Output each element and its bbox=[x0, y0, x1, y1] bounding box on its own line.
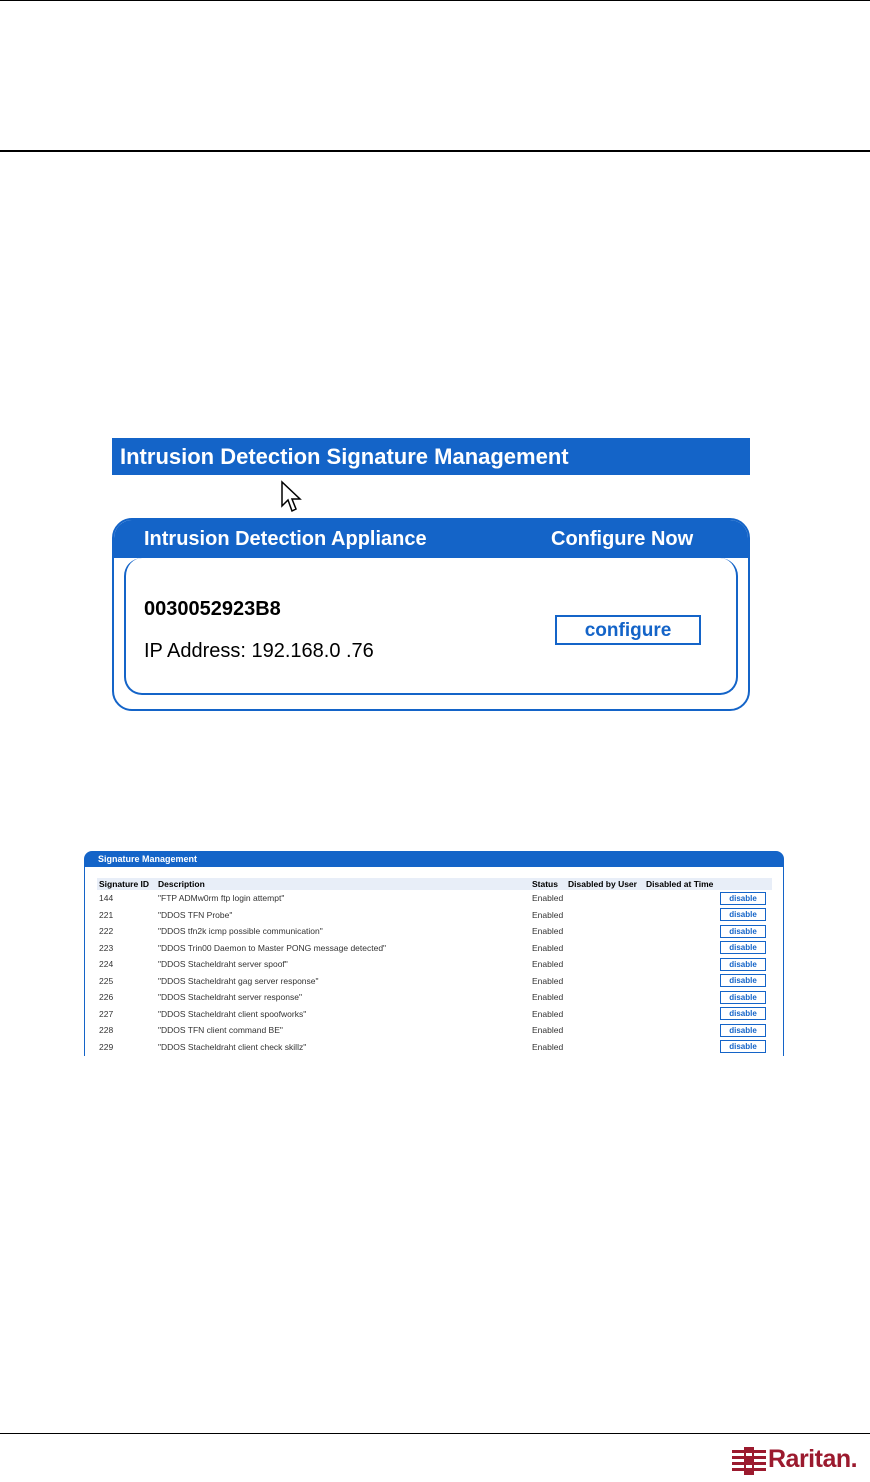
signature-id: 221 bbox=[99, 909, 114, 920]
signature-id: 223 bbox=[99, 942, 114, 953]
signature-id: 222 bbox=[99, 926, 114, 937]
disable-button[interactable]: disable bbox=[720, 925, 766, 938]
raritan-mark-icon bbox=[732, 1447, 766, 1475]
mouse-cursor-icon bbox=[280, 480, 302, 514]
signature-id: 229 bbox=[99, 1041, 114, 1052]
disable-button[interactable]: disable bbox=[720, 908, 766, 921]
disable-button[interactable]: disable bbox=[720, 974, 766, 987]
signature-status: Enabled bbox=[532, 1025, 564, 1036]
table-row bbox=[97, 956, 772, 973]
signature-status: Enabled bbox=[532, 975, 564, 986]
appliance-heading: Intrusion Detection Appliance bbox=[144, 528, 427, 550]
signature-id: 144 bbox=[99, 893, 114, 904]
table-row bbox=[97, 1022, 772, 1039]
table-row bbox=[97, 923, 772, 940]
disable-button[interactable]: disable bbox=[720, 1024, 766, 1037]
footer-rule bbox=[0, 1433, 870, 1434]
col-signature-id: Signature ID bbox=[97, 878, 156, 890]
table-row bbox=[97, 907, 772, 924]
device-id: 0030052923B8 bbox=[144, 598, 281, 620]
table-row bbox=[97, 1006, 772, 1023]
signature-description: "FTP ADMw0rm ftp login attempt" bbox=[158, 893, 285, 904]
col-disabled-by-user: Disabled by User bbox=[566, 878, 644, 890]
col-description: Description bbox=[156, 878, 530, 890]
table-header-row bbox=[97, 878, 772, 890]
signature-status: Enabled bbox=[532, 926, 564, 937]
header-rule bbox=[0, 150, 870, 152]
signature-status: Enabled bbox=[532, 992, 564, 1003]
logo-text: Raritan. bbox=[768, 1445, 858, 1473]
disable-button[interactable]: disable bbox=[720, 892, 766, 905]
disable-button[interactable]: disable bbox=[720, 1040, 766, 1053]
top-rule bbox=[0, 0, 870, 1]
panel-header bbox=[114, 520, 748, 558]
signature-status: Enabled bbox=[532, 959, 564, 970]
disable-button[interactable]: disable bbox=[720, 991, 766, 1004]
table-row bbox=[97, 940, 772, 957]
intrusion-detection-screenshot bbox=[112, 438, 752, 728]
signature-table bbox=[97, 878, 772, 1055]
signature-description: "DDOS TFN client command BE" bbox=[158, 1025, 283, 1036]
disable-button[interactable]: disable bbox=[720, 958, 766, 971]
signature-id: 224 bbox=[99, 959, 114, 970]
disable-button[interactable]: disable bbox=[720, 1007, 766, 1020]
signature-id: 228 bbox=[99, 1025, 114, 1036]
signature-status: Enabled bbox=[532, 1008, 564, 1019]
signature-status: Enabled bbox=[532, 942, 564, 953]
table-row bbox=[97, 989, 772, 1006]
raritan-logo bbox=[732, 1447, 867, 1477]
signature-management-screenshot bbox=[84, 851, 784, 1056]
col-disabled-at-time: Disabled at Time bbox=[644, 878, 718, 890]
signature-status: Enabled bbox=[532, 1041, 564, 1052]
signature-description: "DDOS Stacheldraht server response" bbox=[158, 992, 302, 1003]
signature-description: "DDOS Stacheldraht client spoofworks" bbox=[158, 1008, 307, 1019]
signature-id: 227 bbox=[99, 1008, 114, 1019]
signature-status: Enabled bbox=[532, 893, 564, 904]
signature-id: 225 bbox=[99, 975, 114, 986]
signature-description: "DDOS Stacheldraht client check skillz" bbox=[158, 1041, 307, 1052]
signature-status: Enabled bbox=[532, 909, 564, 920]
disable-button[interactable]: disable bbox=[720, 941, 766, 954]
signature-description: "DDOS Stacheldraht gag server response" bbox=[158, 975, 319, 986]
col-action bbox=[718, 878, 772, 890]
col-status: Status bbox=[530, 878, 566, 890]
table-row bbox=[97, 1039, 772, 1056]
signature-description: "DDOS tfn2k icmp possible communication" bbox=[158, 926, 323, 937]
page-title: Intrusion Detection Signature Management bbox=[112, 438, 750, 475]
ip-address: IP Address: 192.168.0 .76 bbox=[144, 640, 374, 662]
configure-button[interactable]: configure bbox=[555, 615, 701, 645]
signature-description: "DDOS Stacheldraht server spoof" bbox=[158, 959, 288, 970]
configure-now-heading: Configure Now bbox=[551, 528, 694, 550]
table-row bbox=[97, 890, 772, 907]
signature-id: 226 bbox=[99, 992, 114, 1003]
signature-management-title: Signature Management bbox=[84, 851, 784, 867]
table-row bbox=[97, 973, 772, 990]
appliance-panel bbox=[112, 518, 750, 711]
signature-description: "DDOS Trin00 Daemon to Master PONG message detected" bbox=[158, 942, 387, 953]
signature-description: "DDOS TFN Probe" bbox=[158, 909, 233, 920]
